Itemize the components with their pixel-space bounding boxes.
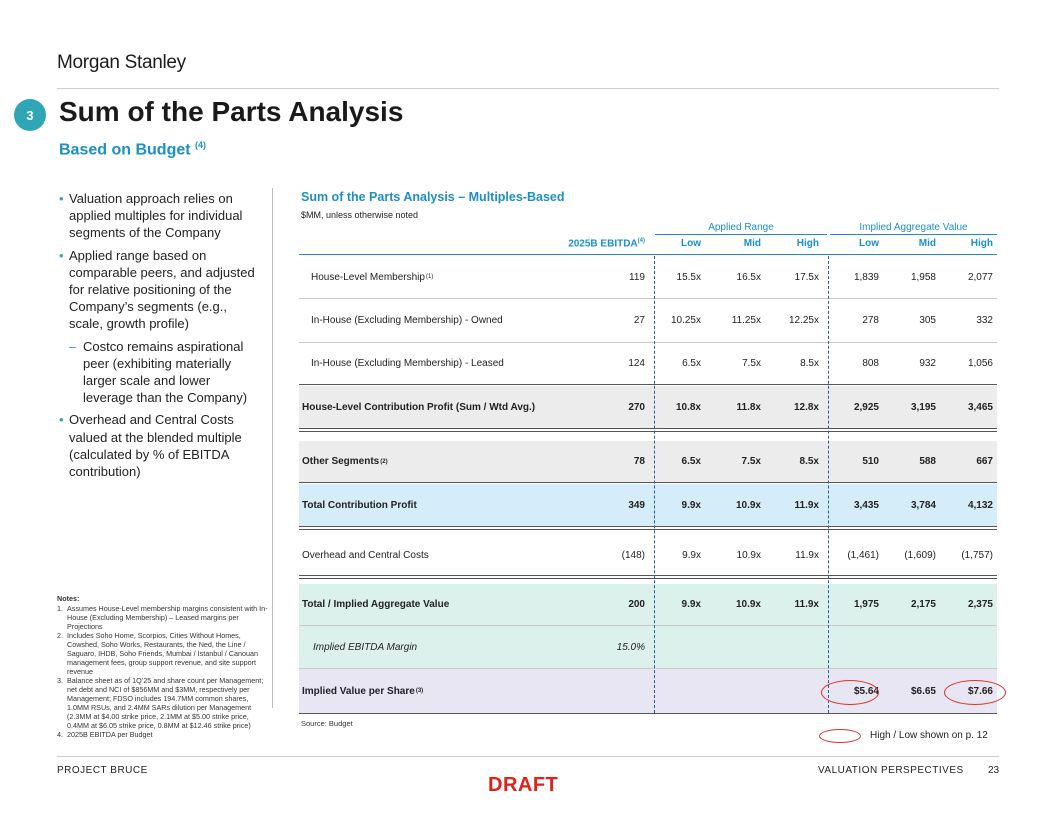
footnote-number: 2.: [57, 631, 63, 640]
legend-text: High / Low shown on p. 12: [870, 730, 988, 741]
cell-multiple-low: 9.9x: [681, 599, 701, 610]
cell-value-mid: (1,609): [904, 549, 936, 561]
group-underline-applied: [655, 234, 827, 235]
row-divider: [299, 384, 997, 385]
table-row: [299, 669, 997, 713]
footnote-number: 3.: [57, 676, 63, 685]
footnote-item: [57, 676, 269, 730]
cell-value-high: 2,375: [967, 599, 993, 610]
cell-multiple-mid: 7.5x: [742, 358, 761, 369]
cell-value-high: 1,056: [967, 358, 993, 369]
dash-icon: –: [69, 338, 77, 354]
table-units: $MM, unless otherwise noted: [301, 210, 419, 220]
row-label-text: Total / Implied Aggregate Value: [302, 599, 450, 610]
row-divider: [299, 428, 997, 429]
cell-multiple-mid: 16.5x: [736, 271, 761, 283]
cell-value-mid: 932: [919, 358, 936, 369]
row-label-text: In-House (Excluding Membership) - Leased: [311, 358, 504, 369]
table-row: [299, 484, 997, 526]
sub-bullet-item: [59, 338, 259, 407]
row-label-text: House-Level Contribution Profit (Sum / Wtd Avg.): [302, 401, 536, 413]
cell-multiple-low: 15.5x: [676, 271, 701, 283]
page-number: 23: [988, 765, 1000, 776]
header-divider: [57, 88, 999, 89]
cell-value-low: (1,461): [847, 549, 879, 561]
cell-value-low: 278: [862, 315, 879, 326]
cell-multiple-mid: 10.9x: [736, 549, 761, 561]
cell-multiple-high: 8.5x: [799, 456, 819, 467]
column-header-value-low: Low: [859, 238, 879, 249]
source-note: Source: Budget: [301, 719, 353, 728]
notes-heading: Notes:: [57, 594, 80, 603]
cell-value-low: 808: [862, 358, 879, 369]
footnote-number: 4.: [57, 730, 63, 739]
cell-value-mid: 305: [919, 315, 936, 326]
table-row: [299, 256, 997, 298]
row-divider-double: [299, 529, 997, 530]
cell-value-high: $7.66: [967, 685, 993, 697]
cell-ebitda: 78: [633, 456, 645, 467]
row-footnote-ref: (3): [415, 688, 424, 694]
key-points-list: [59, 190, 259, 485]
table-title: Sum of the Parts Analysis – Multiples-Based: [301, 190, 565, 204]
cell-multiple-high: 12.8x: [793, 401, 819, 413]
table-row: [299, 386, 997, 428]
cell-value-low: 1,839: [853, 271, 879, 283]
dashed-separator-applied-left: [654, 256, 655, 713]
cell-value-high: 667: [976, 456, 993, 467]
cell-multiple-mid: 10.9x: [735, 599, 761, 610]
page-title: Sum of the Parts Analysis: [59, 96, 404, 127]
cell-value-mid: 3,195: [910, 401, 936, 413]
subtitle-footnote-ref: (4): [195, 140, 207, 150]
bullet-dot-icon: •: [59, 191, 64, 206]
cell-multiple-high: [773, 669, 819, 713]
column-header-multiple-high: High: [796, 238, 819, 249]
cell-multiple-low: 6.5x: [682, 358, 701, 369]
cell-value-high: 3,465: [967, 401, 993, 413]
footnote-text: Assumes House-Level membership margins consistent with In-House (Excluding Membership) – Leased margins per Projections: [67, 604, 268, 631]
cell-value-low: 2,925: [853, 401, 879, 413]
bullet-dot-icon: •: [59, 412, 64, 428]
cell-multiple-mid: [713, 669, 761, 713]
group-underline-implied: [830, 234, 997, 235]
table-row: [299, 626, 997, 668]
column-header-value-mid: Mid: [918, 238, 936, 249]
cell-multiple-low: [655, 669, 701, 713]
footnotes: [57, 594, 269, 739]
footnote-item: [57, 604, 269, 631]
bullet-item: [59, 411, 259, 480]
row-divider-double: [299, 431, 997, 432]
group-header-applied-range: Applied Range: [708, 222, 774, 233]
header-underline: [299, 254, 997, 255]
table-row: [299, 441, 997, 482]
cell-ebitda: 349: [628, 499, 645, 511]
section-number-badge: 3: [14, 99, 46, 131]
legend-oval-icon: [819, 729, 861, 743]
cell-multiple-low: [655, 626, 701, 668]
cell-multiple-high: 17.5x: [794, 271, 819, 283]
cell-multiple-high: 8.5x: [800, 358, 819, 369]
column-header-multiple-low: Low: [681, 238, 701, 249]
cell-multiple-mid: 7.5x: [741, 456, 761, 467]
cell-multiple-mid: 11.25x: [731, 315, 761, 326]
column-divider: [272, 188, 273, 708]
cell-value-mid: [890, 626, 936, 668]
cell-value-low: 1,975: [853, 599, 879, 610]
row-divider: [299, 482, 997, 483]
table-row: [299, 343, 997, 384]
row-footnote-ref: (2): [380, 458, 388, 465]
cell-value-mid: 2,175: [910, 599, 936, 610]
cell-value-high: 332: [976, 315, 993, 326]
cell-value-mid: $6.65: [910, 685, 936, 697]
cell-value-high: [945, 626, 993, 668]
row-footnote-ref: (1): [425, 274, 434, 280]
cell-multiple-mid: [713, 626, 761, 668]
cell-ebitda: 119: [629, 271, 645, 283]
cell-multiple-low: 9.9x: [682, 549, 701, 561]
bullet-item: [59, 247, 259, 333]
column-header-value-high: High: [970, 238, 993, 249]
row-label-text: Total Contribution Profit: [302, 499, 417, 511]
cell-value-mid: 3,784: [910, 499, 936, 511]
row-divider-double: [299, 578, 997, 579]
cell-multiple-low: 10.8x: [675, 401, 701, 413]
row-divider: [299, 575, 997, 576]
page-subtitle: [59, 140, 206, 159]
subtitle-text: Based on Budget: [59, 141, 191, 159]
cell-ebitda: 27: [633, 315, 645, 326]
row-label-text: Implied Value per Share: [302, 685, 415, 697]
cell-value-low: [830, 626, 879, 668]
bullet-item: [59, 190, 259, 242]
company-logo: Morgan Stanley: [57, 52, 186, 73]
row-divider: [299, 526, 997, 527]
cell-value-high: (1,757): [961, 549, 993, 561]
column-header-ebitda-text: 2025B EBITDA: [568, 238, 638, 250]
cell-multiple-high: [773, 626, 819, 668]
cell-multiple-low: 6.5x: [681, 456, 701, 467]
cell-ebitda: (148): [621, 549, 645, 561]
cell-ebitda: 15.0%: [616, 641, 645, 653]
highlight-circle-low: [821, 680, 879, 705]
footer-project-name: PROJECT BRUCE: [57, 765, 148, 776]
table-row: [299, 584, 997, 625]
cell-multiple-high: 11.9x: [794, 499, 819, 511]
footnote-text: 2025B EBITDA per Budget: [67, 730, 153, 739]
cell-multiple-low: 10.25x: [670, 315, 701, 326]
bullet-dot-icon: •: [59, 247, 64, 263]
cell-ebitda: 124: [628, 358, 645, 369]
row-label-text: Overhead and Central Costs: [302, 549, 429, 561]
row-label-text: House-Level Membership: [311, 271, 425, 283]
cell-multiple-low: 9.9x: [681, 499, 701, 511]
cell-value-mid: 1,958: [910, 271, 936, 283]
footer-section-name: VALUATION PERSPECTIVES: [818, 765, 964, 776]
cell-multiple-high: 11.9x: [795, 549, 819, 561]
row-label-text: Implied EBITDA Margin: [313, 641, 418, 653]
table-row: [299, 535, 997, 575]
footnote-item: [57, 730, 269, 739]
footnote-text: Includes Soho Home, Scorpios, Cities Without Homes, Cowshed, Soho Works, Restaurants, the Ned, the Line / Saguaro, IHDB, Soho Friends, Mumbai / Istanbul / Canouan management fees, group support revenue, and site support revenue: [67, 631, 258, 676]
row-label-text: In-House (Excluding Membership) - Owned: [311, 315, 503, 326]
highlight-circle-high: [944, 680, 1006, 705]
cell-value-high: 4,132: [967, 499, 993, 511]
footnote-text: Balance sheet as of 1Q’25 and share count per Management; net debt and NCI of $856MM and $3MM, respectively per Management; FDSO includes 194.7MM common shares, 1.0MM RSUs, and 2.4MM SARs dilution per Management (2.3MM at $4.00 strike price, 2.1MM at $5.00 strike price, 0.4MM at $6.05 strike price, 0.8MM at $12.46 strike price): [67, 676, 264, 730]
cell-multiple-high: 12.25x: [788, 315, 819, 326]
cell-value-low: 3,435: [853, 499, 879, 511]
column-header-ebitda: [480, 238, 645, 252]
cell-value-low: 510: [862, 456, 879, 467]
bullet-text: Valuation approach relies on applied multiples for individual segments of the Company: [69, 191, 243, 241]
cell-ebitda: 270: [628, 401, 645, 413]
column-header-footnote-ref: (4): [637, 238, 645, 244]
table-row: [299, 299, 997, 342]
cell-ebitda: [480, 669, 645, 713]
cell-value-low: $5.64: [853, 685, 879, 697]
footnote-item: [57, 631, 269, 676]
column-header-multiple-mid: Mid: [743, 238, 761, 249]
cell-ebitda: 200: [628, 599, 645, 610]
cell-multiple-mid: 11.8x: [736, 401, 761, 413]
sub-bullet-text: Costco remains aspirational peer (exhibiting materially larger scale and lower leverage than the Company): [83, 338, 248, 406]
bullet-text: Applied range based on comparable peers, and adjusted for relative positioning of the Company’s segments (e.g., scale, growth profile): [69, 247, 255, 332]
cell-value-mid: 588: [919, 456, 936, 467]
row-divider: [299, 713, 997, 714]
bullet-text: Overhead and Central Costs valued at the blended multiple (calculated by % of EBITDA contribution): [69, 412, 242, 480]
group-header-implied-value: Implied Aggregate Value: [859, 222, 968, 233]
cell-multiple-mid: 10.9x: [735, 499, 761, 511]
draft-watermark: DRAFT: [488, 774, 559, 796]
dashed-separator-applied-right: [828, 256, 829, 713]
cell-multiple-high: 11.9x: [794, 599, 819, 610]
cell-value-high: 2,077: [967, 271, 993, 283]
footer-divider: [57, 756, 999, 757]
footnote-number: 1.: [57, 604, 63, 613]
row-label-text: Other Segments: [302, 456, 380, 467]
